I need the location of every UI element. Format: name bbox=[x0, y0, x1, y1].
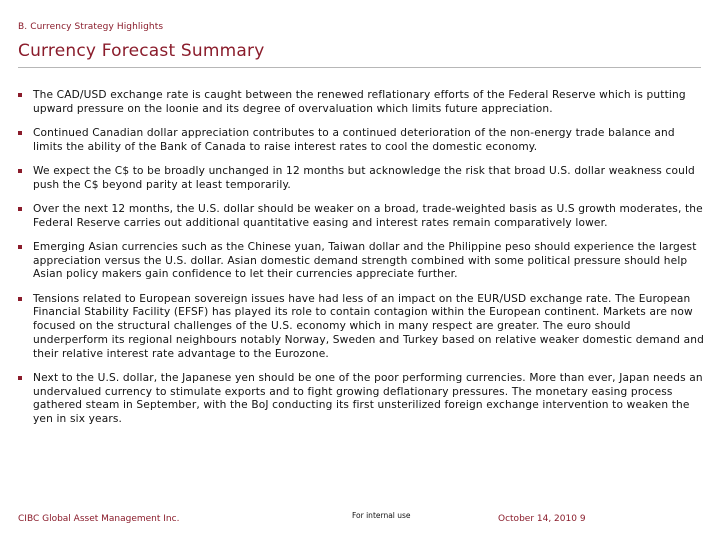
square-bullet-icon bbox=[18, 93, 22, 97]
bullet-list bbox=[18, 89, 706, 437]
footer-internal-note: For internal use bbox=[352, 511, 411, 520]
bullet-item bbox=[18, 203, 706, 230]
bullet-text: Emerging Asian currencies such as the Chinese yuan, Taiwan dollar and the Philippine peso should experience the largest appreciation versus the U.S. dollar. Asian domestic demand strength combined with some political pressure should help Asian policy makers gain confidence to let their currencies appreciate further. bbox=[33, 241, 697, 281]
bullet-text: Continued Canadian dollar appreciation contributes to a continued deterioration of the non-energy trade balance and limits the ability of the Bank of Canada to raise interest rates to cool the domestic economy. bbox=[33, 127, 675, 153]
title-divider bbox=[18, 67, 701, 68]
bullet-item bbox=[18, 127, 706, 154]
square-bullet-icon bbox=[18, 297, 22, 301]
square-bullet-icon bbox=[18, 245, 22, 249]
bullet-text: Tensions related to European sovereign issues have had less of an impact on the EUR/USD exchange rate. The European Financial Stability Facility (EFSF) has played its role to contain contagion within the European continent. Markets are now focused on the structural challenges of the U.S. economy which in many respect are greater. The euro should underperform its regional neighbours notably Norway, Sweden and Turkey based on relative weaker domestic demand and their relative interest rate advantage to the Eurozone. bbox=[33, 292, 704, 360]
footer-date-page: October 14, 2010 9 bbox=[498, 514, 586, 524]
footer-company: CIBC Global Asset Management Inc. bbox=[18, 514, 180, 524]
square-bullet-icon bbox=[18, 376, 22, 380]
bullet-item bbox=[18, 89, 706, 116]
bullet-text: We expect the C$ to be broadly unchanged in 12 months but acknowledge the risk that broad U.S. dollar weakness could push the C$ beyond parity at least temporarily. bbox=[33, 165, 695, 191]
page-title: Currency Forecast Summary bbox=[18, 41, 265, 61]
bullet-item bbox=[18, 372, 706, 427]
section-label: B. Currency Strategy Highlights bbox=[18, 22, 164, 32]
bullet-item bbox=[18, 241, 706, 282]
square-bullet-icon bbox=[18, 169, 22, 173]
bullet-text: The CAD/USD exchange rate is caught between the renewed reflationary efforts of the Federal Reserve which is putting upward pressure on the loonie and its degree of overvaluation which limits future appreciation. bbox=[33, 89, 686, 115]
bullet-item bbox=[18, 293, 706, 362]
square-bullet-icon bbox=[18, 131, 22, 135]
square-bullet-icon bbox=[18, 207, 22, 211]
bullet-text: Over the next 12 months, the U.S. dollar should be weaker on a broad, trade-weighted basis as U.S growth moderates, the Federal Reserve carries out additional quantitative easing and interest rates remain comparatively lower. bbox=[33, 203, 703, 229]
bullet-text: Next to the U.S. dollar, the Japanese yen should be one of the poor performing currencies. More than ever, Japan needs an undervalued currency to stimulate exports and to fight growing deflationary pressures. The monetary easing process gathered steam in September, with the BoJ conducting its first unsterilized foreign exchange intervention to weaken the yen in six years. bbox=[33, 371, 703, 425]
bullet-item bbox=[18, 165, 706, 192]
